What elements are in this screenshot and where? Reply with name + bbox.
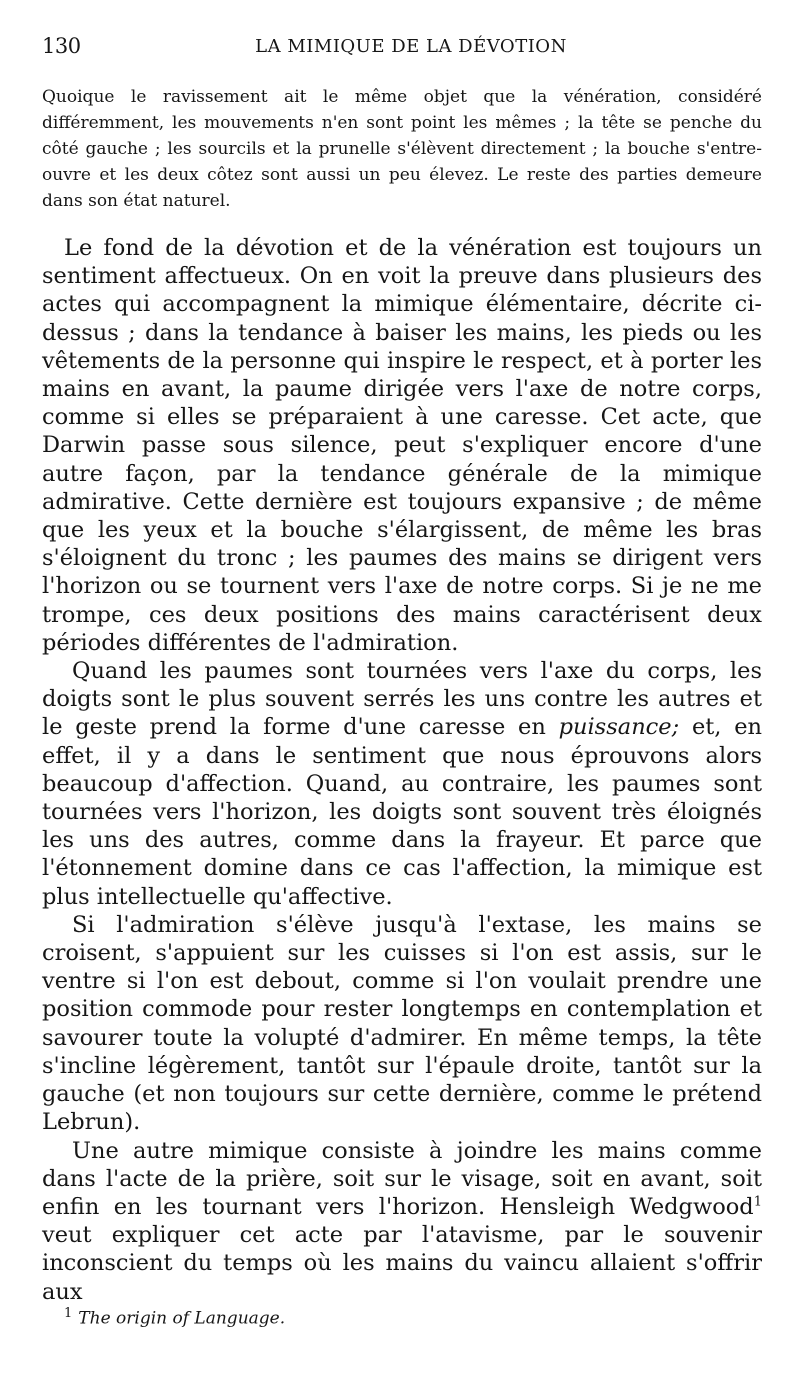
paragraph-text: veut expliquer cet acte par l'atavisme, par le souvenir inconscient du temps où les mains du vaincu allaient s'offrir aux <box>42 1222 762 1305</box>
page-number: 130 <box>42 34 81 58</box>
footnote-text: The origin of Language. <box>78 1308 286 1329</box>
running-title: LA MIMIQUE DE LA DÉVOTION <box>255 36 567 57</box>
paragraph-text: Une autre mimique consiste à joindre les mains comme dans l'acte de la prière, soit sur le visage, soit en avant, soit enfin en les tournant vers l'horizon. Hensleigh Wedgwood <box>42 1137 762 1220</box>
footnote-number: 1 <box>64 1306 73 1321</box>
paragraph-text: Quand les paumes sont tournées vers l'axe du corps, les doigts sont le plus souvent serrés les uns contre les autres et le geste prend la forme d'une caresse en <box>42 658 762 741</box>
paragraph <box>42 1137 762 1306</box>
paragraph: Le fond de la dévotion et de la vénération est toujours un sentiment affectueux. On en voit la preuve dans plusieurs des actes qui accompagnent la mimique élémentaire, décrite ci-dessus ; dans la tendance à baiser les mains, les pieds ou les vêtements de la personne qui inspire le respect, et à porter les mains en avant, la paume dirigée vers l'axe de notre corps, comme si elles se préparaient à une caresse. Cet acte, que Darwin passe sous silence, peut s'expliquer encore d'une autre façon, par la tendance générale de la mimique admirative. Cette dernière est toujours expansive ; de même que les yeux et la bouche s'élargissent, de même les bras s'éloignent du tronc ; les paumes des mains se dirigent vers l'horizon ou se tournent vers l'axe de notre corps. Si je ne me trompe, ces deux positions des mains caractérisent deux périodes différentes de l'admiration. <box>42 235 762 656</box>
paragraph: Si l'admiration s'élève jusqu'à l'extase, les mains se croisent, s'appuient sur les cuisses si l'on est assis, sur le ventre si l'on est debout, comme si l'on voulait prendre une position commode pour rester longtemps en contemplation et savourer toute la volupté d'admirer. En même temps, la tête s'incline légèrement, tantôt sur l'épaule droite, tantôt sur la gauche (et non toujours sur cette dernière, comme le prétend Lebrun). <box>42 911 762 1136</box>
page-header <box>42 34 760 62</box>
body-text <box>42 234 762 1306</box>
block-quote: Quoique le ravissement ait le même objet que la vénération, considéré différemment, les mouvements n'en sont point les mêmes ; la tête se penche du côté gauche ; les sourcils et la prunelle s'élèvent directement ; la bouche s'entre-ouvre et les deux côtez sont aussi un peu élevez. Le reste des parties demeure dans son état naturel. <box>42 87 762 211</box>
paragraph-text: et, en effet, il y a dans le sentiment que nous éprouvons alors beaucoup d'affection. Quand, au contraire, les paumes sont tournées vers l'horizon, les doigts sont souvent très éloignés les uns des autres, comme dans la frayeur. Et parce que l'étonnement domine dans ce cas l'affection, la mimique est plus intellectuelle qu'affective. <box>42 714 763 910</box>
footnote <box>64 1306 285 1329</box>
paragraph <box>42 657 762 911</box>
footnote-reference[interactable]: 1 <box>753 1194 762 1210</box>
emphasis-text: puissance; <box>558 714 680 741</box>
